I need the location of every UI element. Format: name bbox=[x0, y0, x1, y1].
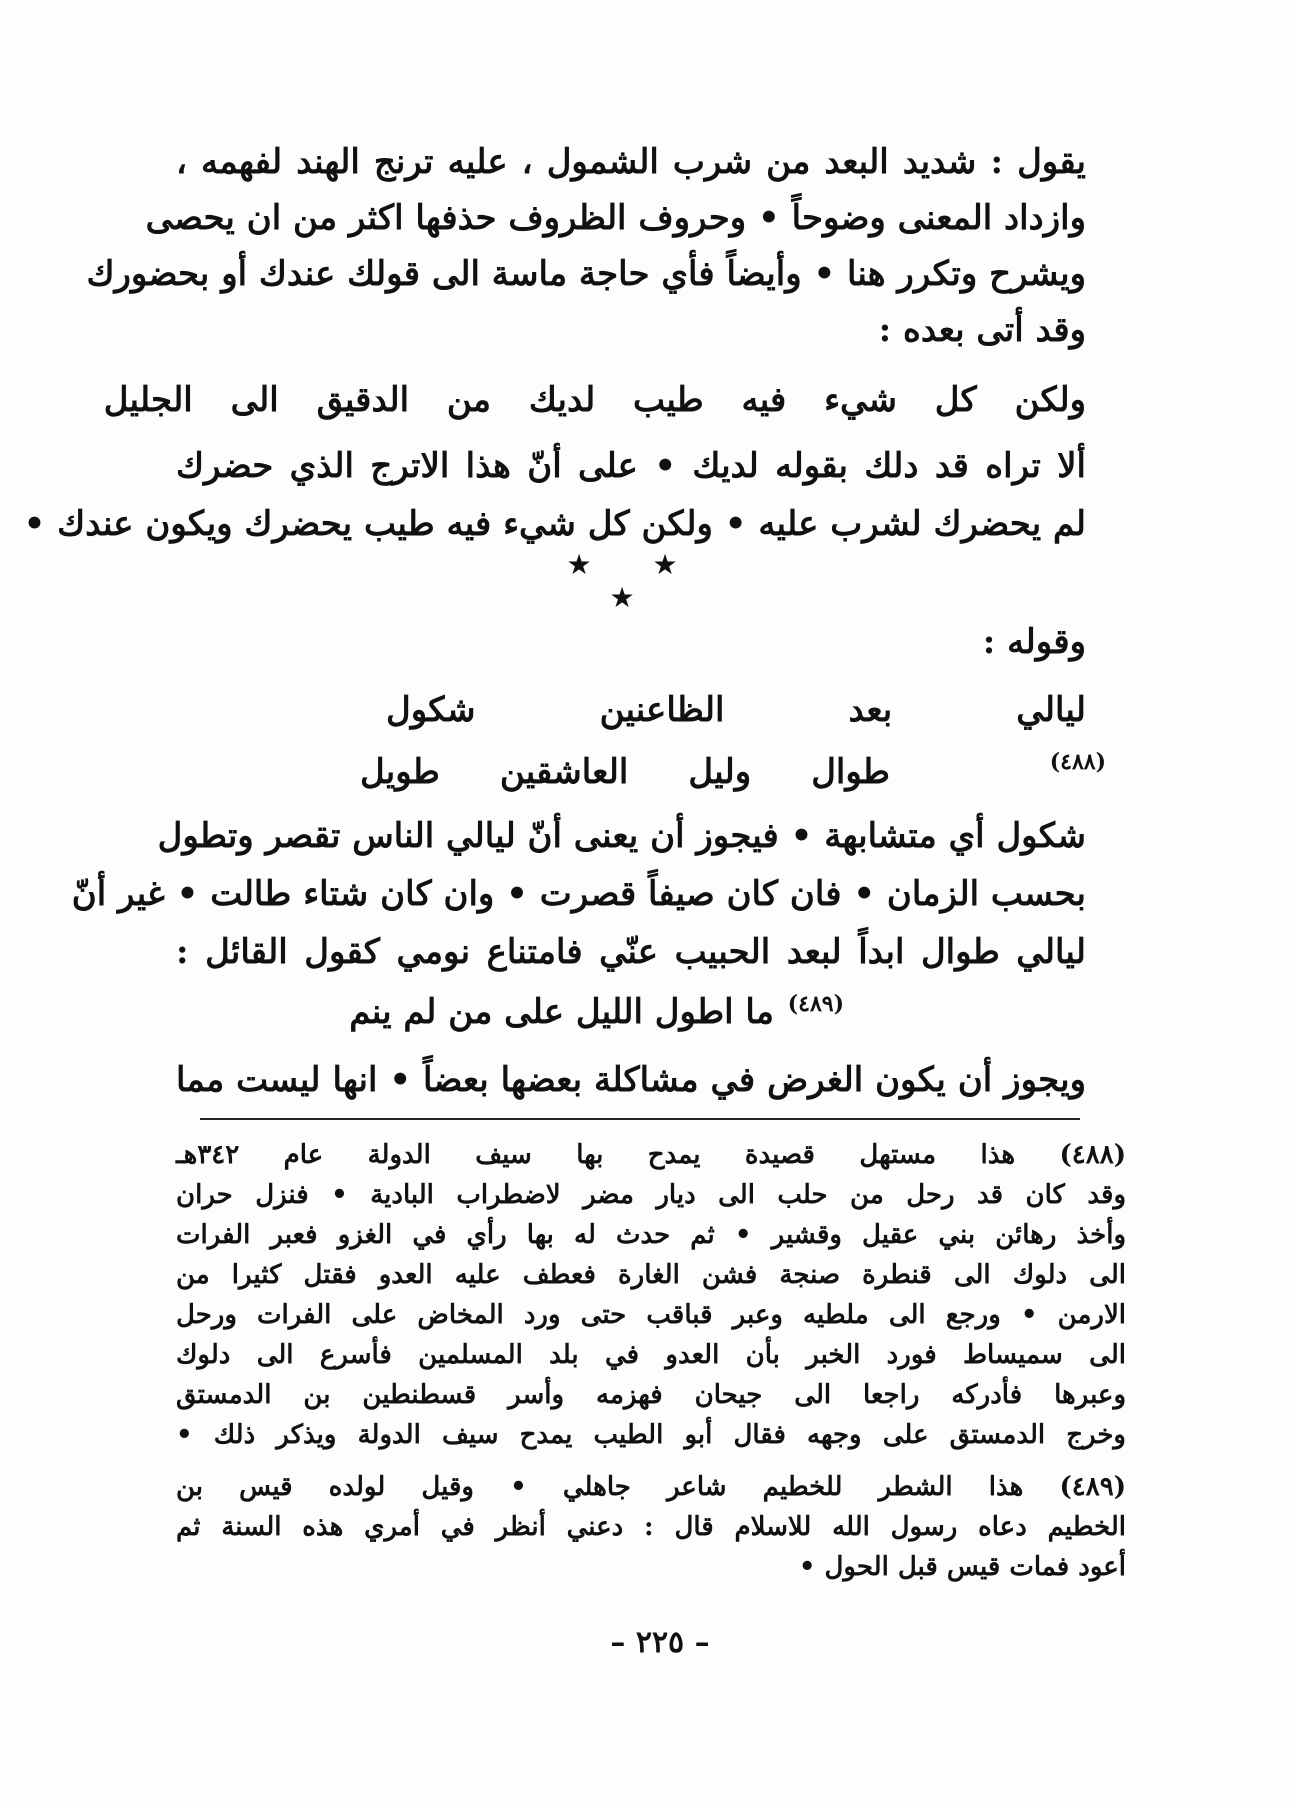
footnote-line: وأخذ رهائن بني عقيل وقشير • ثم حدث له بها رأي في الغزو فعبر الفرات bbox=[176, 1220, 1126, 1250]
body-line: يقول : شديد البعد من شرب الشمول ، عليه ترنج الهند لفهمه ، bbox=[176, 142, 1086, 182]
verse-intro: وقوله : bbox=[982, 622, 1086, 662]
footnote-line: الارمن • ورجع الى ملطيه وعبر قباقب حتى ورد المخاض على الفرات ورحل bbox=[176, 1300, 1126, 1330]
body-line: ويشرح وتكرر هنا • وأيضاً فأي حاجة ماسة الى قولك عندك أو بحضورك bbox=[86, 254, 1086, 294]
footnote-line: الخطيم دعاه رسول الله للاسلام قال : دعني أنظر في أمري هذه السنة ثم bbox=[176, 1512, 1126, 1542]
body-line: شكول أي متشابهة • فيجوز أن يعنى أنّ ليالي الناس تقصر وتطول bbox=[157, 816, 1086, 856]
footnote-line: (٤٨٩) هذا الشطر للخطيم شاعر جاهلي • وقيل لولده قيس بن bbox=[176, 1472, 1126, 1502]
verse-second-half: طوال وليل العاشقين طويل bbox=[360, 752, 890, 792]
verse-line: ولكن كل شيء فيه طيب لديك من الدقيق الى الجليل bbox=[103, 380, 1086, 420]
body-line: بحسب الزمان • فان كان صيفاً قصرت • وان كان شتاء طالت • غير أنّ bbox=[71, 874, 1086, 914]
page-number: – ٢٢٥ – bbox=[610, 1625, 710, 1660]
body-line: ليالي طوال ابداً لبعد الحبيب عنّي فامتناع نومي كقول القائل : bbox=[176, 932, 1086, 972]
footnote-line: وعبرها فأدركه راجعا الى جيحان فهزمه وأسر قسطنطين بن الدمستق bbox=[176, 1380, 1126, 1410]
section-separator: ★ ★ ★ bbox=[566, 548, 704, 614]
footnote-line: أعود فمات قيس قبل الحول • bbox=[798, 1552, 1126, 1582]
footnote-line: وقد كان قد رحل من حلب الى ديار مضر لاضطراب البادية • فنزل حران bbox=[176, 1180, 1126, 1210]
footnote-divider bbox=[200, 1118, 1080, 1120]
footnote-line: (٤٨٨) هذا مستهل قصيدة يمدح بها سيف الدولة عام ٣٤٢هـ bbox=[176, 1140, 1126, 1170]
footnote-line: الى سميساط فورد الخبر بأن العدو في بلد المسلمين فأسرع الى دلوك bbox=[176, 1340, 1126, 1370]
footnote-line: الى دلوك الى قنطرة صنجة فشن الغارة فعطف عليه العدو فقتل كثيرا من bbox=[176, 1260, 1126, 1290]
body-line: ألا تراه قد دلك بقوله لديك • على أنّ هذا الاترج الذي حضرك bbox=[176, 446, 1086, 486]
verse-first-half: ليالي بعد الظاعنين شكول bbox=[386, 690, 1086, 730]
footnote-ref-488: (٤٨٨) bbox=[1049, 749, 1106, 775]
footnote-line: وخرج الدمستق على وجهه فقال أبو الطيب يمدح سيف الدولة ويذكر ذلك • bbox=[176, 1420, 1126, 1450]
quoted-hemistich: ما اطول الليل على من لم ينم bbox=[349, 992, 774, 1032]
footnote-ref-489: (٤٨٩) bbox=[787, 991, 844, 1017]
body-line: وقد أتى بعده : bbox=[878, 310, 1086, 350]
body-line: لم يحضرك لشرب عليه • ولكن كل شيء فيه طيب يحضرك ويكون عندك • bbox=[23, 504, 1086, 544]
body-line: وازداد المعنى وضوحاً • وحروف الظروف حذفها اكثر من ان يحصى bbox=[145, 198, 1086, 238]
body-line: ويجوز أن يكون الغرض في مشاكلة بعضها بعضاً • انها ليست مما bbox=[176, 1060, 1086, 1100]
